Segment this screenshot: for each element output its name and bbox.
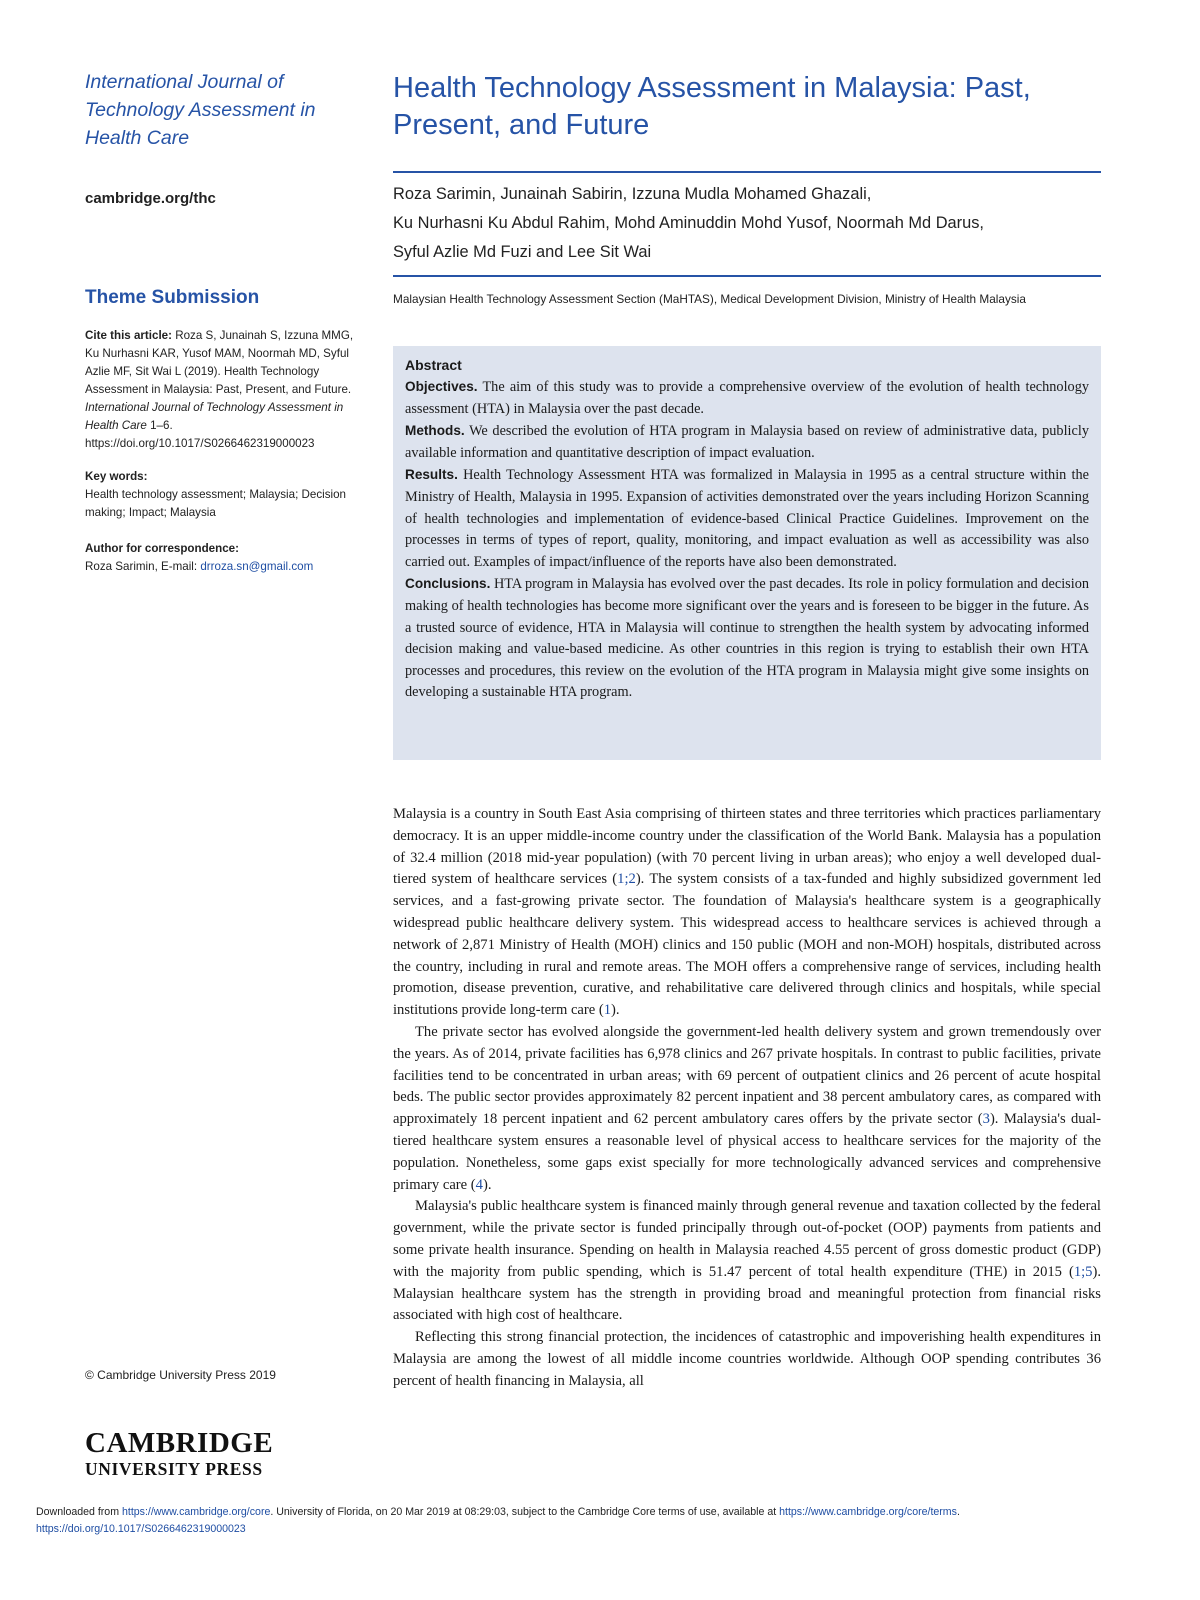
logo-line-2: UNIVERSITY PRESS [85, 1459, 263, 1479]
footer-middle: . University of Florida, on 20 Mar 2019 at 08:29:03, subject to the Cambridge Core terms of use, available at [270, 1506, 780, 1518]
cite-text: Roza S, Junainah S, Izzuna MMG, Ku Nurhasni KAR, Yusof MAM, Noormah MD, Syful Azlie MF, Sit Wai L (2019). Health Technology Assessment in Malaysia: Past, Present, and Future. [85, 329, 354, 396]
body-text: ). [482, 1176, 492, 1193]
footer-suffix: . [956, 1506, 960, 1518]
footer-prefix: Downloaded from [36, 1506, 122, 1518]
objectives-label: Objectives. [405, 379, 478, 394]
correspondence-email-link[interactable]: drroza.sn@gmail.com [200, 560, 314, 573]
reference-link[interactable]: 1;2 [617, 871, 636, 888]
footer-core-link[interactable]: https://www.cambridge.org/core [121, 1506, 271, 1518]
reference-link[interactable]: 1;5 [1073, 1263, 1093, 1280]
author-list [393, 180, 1101, 267]
body-text: The private sector has evolved alongside the government-led health delivery system and grown tremendously over the years. As of 2014, private facilities has 6,978 clinics and 267 private hospitals. In contrast to public facilities, private facilities tend to be concentrated in urban areas; with 69 percent of outpatient clinics and 26 percent of acute hospital beds. The public sector provides approximately 82 percent inpatient and 38 percent ambulatory cares, as compared with approximately 18 percent inpatient and 62 percent ambulatory cares offers by the private sector ( [393, 1023, 1101, 1128]
cambridge-logo [85, 1428, 273, 1480]
copyright-notice: © Cambridge University Press 2019 [85, 1368, 276, 1382]
body-paragraph: Reflecting this strong financial protection, the incidences of catastrophic and impoverishing health expenditures in Malaysia are among the lowest of all middle income countries worldwide. Although OOP spending contributes 36 percent of health financing in Malaysia, all [393, 1329, 1101, 1389]
reference-link[interactable]: 3 [982, 1111, 990, 1128]
abstract-box [393, 346, 1101, 760]
abstract-objectives [405, 376, 1089, 420]
abstract-conclusions [405, 573, 1089, 704]
results-label: Results. [405, 467, 458, 483]
keywords-list: Health technology assessment; Malaysia; Decision making; Impact; Malaysia [85, 488, 346, 519]
abstract-heading: Abstract [405, 357, 462, 373]
body-text: ). The system consists of a tax-funded and highly subsidized government led services, and a fast-growing private sector. The foundation of Malaysia's healthcare system is a geographically widespread public healthcare delivery system. This widespread access to healthcare services is achieved through a network of 2,871 Ministry of Health (MOH) clinics and 150 public (MOH and non-MOH) hospitals, distributed across the country, including in rural and remote areas. The MOH offers a comprehensive range of services, including health promotion, disease prevention, curative, and rehabilitative care delivered through clinics and hospitals, while special institutions provide long-term care ( [393, 871, 1101, 1019]
cite-pages: 1–6. [146, 419, 173, 432]
cite-doi-link[interactable]: https://doi.org/10.1017/S0266462319000023 [85, 437, 315, 450]
section-label: Theme Submission [85, 287, 260, 308]
keywords-label: Key words: [85, 470, 148, 483]
methods-label: Methods. [405, 423, 465, 439]
cite-journal: International Journal of Technology Assessment in Health Care [85, 401, 344, 432]
logo-line-1: CAMBRIDGE [85, 1427, 274, 1459]
authors-rule [393, 275, 1101, 277]
conclusions-text: HTA program in Malaysia has evolved over the past decades. Its role in policy formulation and decision making of health technologies has become more significant over the years and is foreseen to be bigger in the future. As a trusted source of evidence, HTA in Malaysia will continue to strengthen the health system by advocating informed decision making and value-based medicine. As other countries in this region is trying to establish their own HTA processes and procedures, this review on the evolution of the HTA program in Malaysia might give some insights on developing a sustainable HTA program. [405, 576, 1089, 701]
keywords-block [85, 468, 370, 522]
abstract-methods [405, 420, 1089, 464]
reference-link[interactable]: 4 [475, 1176, 483, 1193]
footer-terms-link[interactable]: https://www.cambridge.org/core/terms [779, 1506, 957, 1518]
authors-line: Syful Azlie Md Fuzi and Lee Sit Wai [393, 243, 652, 261]
body-text: ). [611, 1002, 620, 1019]
cite-label: Cite this article: [85, 329, 172, 342]
journal-url[interactable]: cambridge.org/thc [85, 190, 216, 207]
results-text: Health Technology Assessment HTA was formalized in Malaysia in 1995 as a central structure within the Ministry of Health, Malaysia in 1995. Expansion of activities demonstrated over the years including Horizon Scanning of health technologies and implementation of evidence-based Clinical Practice Guidelines. Improvement on the processes in terms of types of report, quality, monitoring, and impact evaluation as well as accessibility was also carried out. Examples of impact/influence of the reports have also been demonstrated. [405, 467, 1089, 570]
body-paragraph [393, 804, 1101, 1022]
body-text: ). Malaysia's dual-tiered healthcare system ensures a reasonable level of physical access to healthcare services for the majority of the population. Nonetheless, some gaps exist specially for more technologically advanced services and comprehensive primary care ( [393, 1111, 1101, 1193]
methods-text: We described the evolution of HTA program in Malaysia based on review of administrative data, publicly available information and quantitative description of impact evaluation. [405, 423, 1089, 461]
body-text: ). Malaysian healthcare system has the strength in providing broad and meaningful protection from financial risks associated with high cost of healthcare. [393, 1263, 1101, 1324]
title-rule [393, 171, 1101, 173]
conclusions-label: Conclusions. [405, 576, 491, 592]
correspondence-block [85, 540, 370, 576]
article-title: Health Technology Assessment in Malaysia: Past, Present, and Future [393, 72, 1031, 141]
correspondence-name: Roza Sarimin, E-mail: [85, 560, 201, 573]
citation-block [85, 327, 370, 453]
body-text: Malaysia is a country in South East Asia comprising of thirteen states and three territories which practices parliamentary democracy. It is an upper middle-income country under the classification of the World Bank. Malaysia has a population of 32.4 million (2018 mid-year population) (with 70 percent living in urban areas); who enjoy a well developed dual-tiered system of healthcare services ( [393, 806, 1101, 888]
authors-line: Ku Nurhasni Ku Abdul Rahim, Mohd Aminuddin Mohd Yusof, Noormah Md Darus, [393, 214, 984, 232]
download-footer [36, 1504, 1166, 1538]
affiliation: Malaysian Health Technology Assessment Section (MaHTAS), Medical Development Division, Ministry of Health Malaysia [393, 292, 1026, 306]
authors-line: Roza Sarimin, Junainah Sabirin, Izzuna Mudla Mohamed Ghazali, [393, 185, 872, 203]
correspondence-label: Author for correspondence: [85, 542, 239, 555]
body-text: Malaysia's public healthcare system is financed mainly through general revenue and taxation collected by the federal government, while the private sector is funded principally through out-of-pocket (OOP) payments from patients and some private health insurance. Spending on health in Malaysia reached 4.55 percent of gross domestic product (GDP) with the majority from public spending, which is 51.47 percent of total health expenditure (THE) in 2015 ( [393, 1198, 1101, 1280]
reference-link[interactable]: 1 [603, 1002, 612, 1019]
article-body [393, 804, 1101, 1393]
body-paragraph [393, 1196, 1101, 1327]
body-paragraph [393, 1022, 1101, 1196]
objectives-text: The aim of this study was to provide a comprehensive overview of the evolution of health technology assessment (HTA) in Malaysia over the past decade. [405, 379, 1089, 417]
abstract-results [405, 464, 1089, 573]
journal-name: International Journal of Technology Assessment in Health Care [85, 71, 316, 149]
footer-doi-link[interactable]: https://doi.org/10.1017/S0266462319000023 [36, 1523, 246, 1535]
